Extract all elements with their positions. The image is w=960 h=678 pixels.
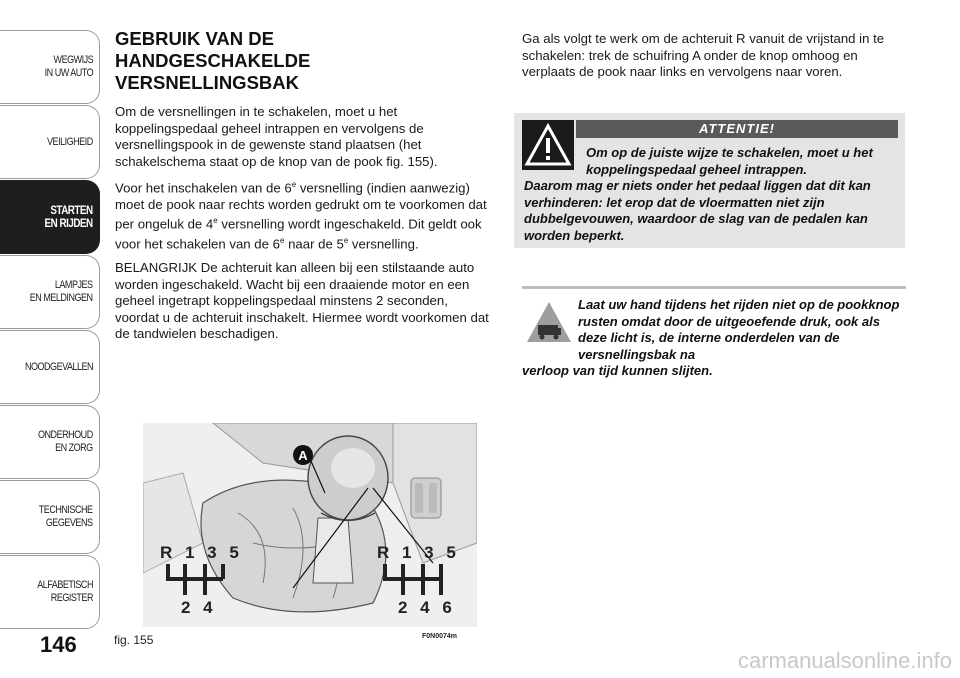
tab-label: LAMPJES EN MELDINGEN (30, 279, 93, 304)
tab-label: NOODGEVALLEN (24, 360, 93, 373)
superscript: e (279, 236, 285, 246)
superscript: e (343, 236, 349, 246)
pattern-top-label: R 1 3 5 (160, 543, 243, 562)
text-run: De achteruit kan alleen bij een stilstaande auto worden ingeschakeld. Wacht bij een draaiende motor en een geheel ingetrapt koppelingspedaal minstens 2 seconden, voordat u de achteruit inschakelt. Hiermee wordt voorkomen dat de tandwielen beschadigen. (115, 260, 489, 342)
tab-label: TECHNISCHE GEGEVENS (39, 504, 93, 529)
important-label: BELANGRIJK (115, 260, 198, 276)
tab-veiligheid[interactable] (0, 105, 100, 179)
text-run: versnelling (indien aanwezig) moet de pook naar rechts worden gedrukt om te voorkomen dat per ongeluk de 4 (115, 180, 487, 232)
figure-caption: fig. 155 (114, 633, 154, 647)
pattern-top-label: R 1 3 5 (377, 543, 460, 562)
figure-code: F0N0074m (422, 633, 458, 640)
note-divider (522, 286, 906, 289)
warning-box (514, 113, 905, 248)
warning-text (524, 145, 902, 244)
tab-starten-en-rijden[interactable] (0, 180, 100, 254)
text-run: naar de 5 (284, 236, 344, 252)
superscript: e (291, 180, 297, 189)
page-number: 146 (40, 632, 77, 657)
right-column (522, 31, 906, 81)
pattern-bottom-label: 2 4 6 (398, 598, 456, 617)
tab-label: ALFABETISCH REGISTER (37, 579, 93, 604)
tab-label: WEGWIJS IN UW AUTO (44, 54, 93, 79)
left-column (115, 28, 495, 350)
tab-label: ONDERHOUD EN ZORG (38, 429, 93, 454)
paragraph-3 (115, 260, 495, 343)
note-text-rest: verloop van tijd kunnen slijten. (522, 363, 713, 378)
tab-label: VEILIGHEID (47, 135, 93, 148)
tab-wegwijs[interactable] (0, 30, 100, 104)
gear-lever-illustration (143, 423, 477, 627)
tab-lampjes[interactable] (0, 255, 100, 329)
tab-noodgevallen[interactable] (0, 330, 100, 404)
reverse-gear-intro: Ga als volgt te werk om de achteruit R vanuit de vrijstand in te schakelen: trek de schuifring A onder de knop omhoog en verplaats de pook naar links en vervolgens naar voren. (522, 31, 885, 79)
vehicle-warning-icon (524, 298, 574, 346)
text-run: versnelling wordt ingeschakeld. Dit geldt ook voor het schakelen van de 6 (115, 216, 482, 252)
tab-technische-gegevens[interactable] (0, 480, 100, 554)
note-box (522, 286, 906, 380)
paragraph-1: Om de versnellingen in te schakelen, moet u het koppelingspedaal geheel intrappen en vervolgens de versnellingspook in de gewenste stand plaatsen (het schakelschema staat op de knop van de pook fig. 155). (115, 104, 438, 169)
tab-onderhoud[interactable] (0, 405, 100, 479)
tab-alfabetisch-register[interactable] (0, 555, 100, 629)
paragraph-2 (115, 177, 495, 253)
watermark: carmanualsonline.info (737, 648, 952, 673)
warning-text-first: Om op de juiste wijze te schakelen, moet u het koppelingspedaal geheel intrappen. (586, 145, 873, 177)
text-run: Voor het inschakelen van de 6 (115, 180, 292, 196)
marker-label: A (298, 448, 308, 463)
text-run: versnelling. (348, 236, 419, 252)
gear-lever-drawing (143, 423, 477, 627)
superscript: e (213, 216, 218, 226)
section-heading: GEBRUIK VAN DE HANDGESCHAKELDE VERSNELLINGSBAK (115, 28, 311, 93)
note-text (522, 297, 906, 380)
warning-title: ATTENTIE! (576, 120, 898, 138)
tab-label: STARTEN EN RIJDEN (44, 203, 93, 230)
chapter-tabs (0, 30, 100, 630)
warning-text-rest: Daarom mag er niets onder het pedaal liggen dat dit kan verhinderen: let erop dat de vloermatten niet zijn dubbelgevouwen, waardoor de slag van de pedalen kan worden beperkt. (524, 178, 871, 243)
pattern-bottom-label: 2 4 (181, 598, 217, 617)
note-text-first: Laat uw hand tijdens het rijden niet op de pookknop rusten omdat door de uitgeoefende druk, ook als deze licht is, de interne onderdelen van de versnellingsbak na (578, 297, 900, 362)
